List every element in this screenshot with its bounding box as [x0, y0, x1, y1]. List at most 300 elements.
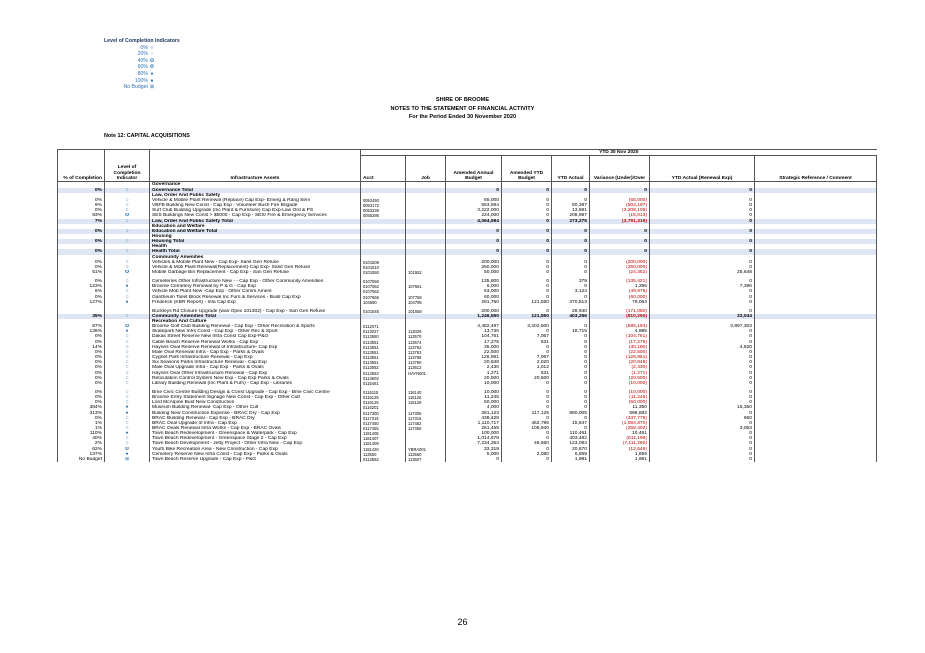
acct-cell: 0107666 — [363, 294, 379, 300]
variance-cell: (171,060) — [590, 305, 650, 314]
budget-cell: 291,750 — [446, 300, 502, 305]
completion-cell: 0% — [58, 376, 105, 381]
ytd-budget-cell: 0 — [502, 203, 552, 208]
asset-cell: Town Beach Redevelopment - Greenspace & Waterpark - Cap Exp — [150, 431, 361, 436]
variance-cell: (611,196) — [590, 436, 650, 441]
variance-cell: (50,000) — [590, 400, 650, 405]
variance-cell: (20,500) — [590, 376, 650, 381]
variance-cell: (24,352) — [590, 270, 650, 275]
indicator-icon: ○ — [105, 289, 150, 294]
budget-cell: 60,000 — [446, 295, 502, 300]
legend-label: 100% — [134, 77, 148, 84]
budget-cell: 50,000 — [446, 270, 502, 275]
budget-cell: 4,000 — [446, 405, 502, 410]
asset-cell: SES Buildings New Const > $5000 - Cap Exp - SES/ Fire & Emergency Services — [150, 213, 361, 218]
legend-item — [104, 64, 156, 71]
acct-cell: 0115461 — [363, 380, 379, 386]
indicator-icon: ○ — [105, 371, 150, 376]
completion-cell: 0% — [58, 265, 105, 270]
table-body — [58, 182, 877, 462]
variance-cell: (20,848) — [590, 360, 650, 365]
indicator-icon: ○ — [105, 314, 150, 319]
budget-cell: 35,000 — [446, 345, 502, 350]
budget-cell: 250,000 — [446, 265, 502, 270]
job-cell: 113560 — [406, 452, 446, 457]
ytd-actual-cell: 0 — [552, 265, 590, 270]
ytd-actual-cell: 0 — [552, 188, 590, 193]
job-cell: 116128 — [406, 400, 446, 405]
completion-cell: 123% — [58, 284, 105, 289]
asset-cell: Housing Total — [150, 239, 361, 244]
ytd-budget-cell: 117,125 — [502, 411, 552, 416]
budget-cell: 0 — [446, 229, 502, 234]
renewal-cell: 0 — [650, 360, 755, 365]
period-header: YTD 30 Nov 2020 — [361, 150, 877, 156]
renewal-cell: 650 — [650, 416, 755, 421]
acct-cell: 0101508 — [363, 259, 379, 265]
renewal-cell: 0 — [650, 295, 755, 300]
variance-cell: (2,430) — [590, 365, 650, 370]
acct-cell: 0101550 — [363, 270, 379, 276]
indicator-icon — [105, 305, 150, 314]
renewal-cell: 0 — [650, 188, 755, 193]
acct-cell: 0101510 — [363, 264, 379, 270]
completion-cell: 0% — [58, 334, 105, 339]
ytd-budget-cell: 0 — [502, 239, 552, 244]
job-cell: 117456 — [406, 426, 446, 431]
acct-cell: 0116201 — [363, 405, 379, 411]
ytd-actual-cell: 123,094 — [552, 441, 590, 446]
indicator-icon: ● — [105, 329, 150, 334]
col-completion: % of Completion — [58, 156, 105, 182]
asset-cell: Broome Cemetery Renewal by P & G - Cap Exp — [150, 284, 361, 289]
ytd-budget-cell: 0 — [502, 416, 552, 421]
col-variance: Variance (Under)/Over — [590, 156, 650, 182]
acct-cell: 0112071 — [363, 324, 379, 330]
asset-cell: Museum Building Renewal- Cap Exp - Other Cult — [150, 405, 361, 410]
asset-cell: Governance Total — [150, 188, 361, 193]
completion-cell: 0% — [58, 275, 105, 284]
asset-cell: Haynes Oval Other Infrastructure Renewal - Cap Exp — [150, 371, 361, 376]
asset-cell: Surf Club Building Upgrade (Inc Plant & Furniture) Cap Exp-Law Ord & PS — [150, 208, 361, 213]
completion-cell: 0% — [58, 371, 105, 376]
ytd-budget-cell: 531 — [502, 371, 552, 376]
ytd-budget-cell: 0 — [502, 295, 552, 300]
ytd-actual-cell: 0 — [552, 340, 590, 345]
ytd-actual-cell: 50,397 — [552, 203, 590, 208]
strategic-cell — [755, 386, 877, 395]
asset-cell: Cygnet Park Infrastructure Renewal - Cap Exp — [150, 355, 361, 360]
job-cell: 113790 — [406, 360, 446, 365]
job-cell: HAYN001 — [406, 371, 446, 376]
variance-cell: (3,791,319) — [590, 219, 650, 224]
ytd-actual-cell: 13,891 — [552, 208, 590, 213]
budget-cell: 33,319 — [446, 447, 502, 452]
ytd-budget-cell: 0 — [502, 198, 552, 203]
ytd-budget-cell: 121,550 — [502, 314, 552, 319]
acct-cell: 0113551 — [363, 339, 379, 345]
renewal-cell: 0 — [650, 381, 755, 386]
indicator-icon: ○ — [105, 340, 150, 345]
ytd-actual-cell: 0 — [552, 426, 590, 431]
completion-cell: 127% — [58, 300, 105, 305]
variance-cell: (1,094,870) — [590, 421, 650, 426]
variance-cell: (12,649) — [590, 447, 650, 452]
variance-cell: (258,402) — [590, 426, 650, 431]
indicator-icon: ○ — [105, 229, 150, 234]
indicator-icon: ○ — [105, 436, 150, 441]
budget-cell: 65,000 — [446, 198, 502, 203]
job-cell: 113613 — [406, 365, 446, 370]
renewal-cell: 0 — [650, 441, 755, 446]
acct-cell: 0113603 — [363, 375, 379, 381]
ytd-actual-cell: 15,847 — [552, 421, 590, 426]
asset-cell: Health — [150, 244, 361, 249]
col-asset: Infrastructure Assets — [150, 156, 361, 182]
acct-cell: 0113551 — [363, 344, 379, 350]
ytd-budget-cell: 0 — [502, 431, 552, 436]
ytd-budget-cell: 0 — [502, 213, 552, 218]
variance-cell: (22,500) — [590, 350, 650, 355]
renewal-cell: 15,350 — [650, 405, 755, 410]
acct-cell: 0113551 — [363, 355, 379, 361]
indicator-icon: ❂ — [105, 447, 150, 452]
completion-cell: 9% — [58, 203, 105, 208]
acct-cell: 113550 — [363, 451, 377, 457]
completion-indicator-icon: ● — [150, 77, 154, 84]
acct-cell: 0107562 — [363, 289, 379, 295]
completion-cell: 0% — [58, 229, 105, 234]
renewal-cell: 0 — [650, 198, 755, 203]
job-cell: 116126 — [406, 395, 446, 400]
ytd-actual-cell: 0 — [552, 360, 590, 365]
ytd-budget-cell: 108,940 — [502, 426, 552, 431]
asset-cell: BRAC Oval Upgrade of Infra - Cap Exp — [150, 421, 361, 426]
budget-cell: 1,014,678 — [446, 436, 502, 441]
asset-cell: Reticulation Control System New Exp - Cap Exp Parks & Ovals — [150, 376, 361, 381]
ytd-actual-cell: 110,461 — [552, 431, 590, 436]
renewal-cell: 0 — [650, 386, 755, 395]
ytd-actual-cell: 370,813 — [552, 300, 590, 305]
completion-cell: 93% — [58, 213, 105, 218]
ytd-budget-cell: 2,080 — [502, 452, 552, 457]
completion-indicator-icon: ● — [150, 70, 154, 77]
variance-cell: 4,985 — [590, 329, 650, 334]
completion-indicator-icon: ⊠ — [149, 84, 155, 91]
indicator-icon: ○ — [105, 239, 150, 244]
legend-item — [104, 84, 156, 91]
job-cell: YBRA001 — [406, 447, 446, 452]
completion-cell: 0% — [58, 360, 105, 365]
acct-cell: 1181409 — [363, 441, 379, 447]
asset-cell: Recreation And Culture — [150, 319, 361, 324]
budget-cell: 17,275 — [446, 340, 502, 345]
renewal-cell: 0 — [650, 260, 755, 265]
job-cell: 113763 — [406, 350, 446, 355]
col-indicator: Level of Completion Indicator — [105, 156, 150, 182]
job-cell: 116140 — [406, 386, 446, 395]
asset-cell: Frederick (KBR Report) - Infa Cap Exp — [150, 300, 361, 305]
ytd-budget-cell: 0 — [502, 249, 552, 254]
ytd-budget-cell: 3,202,500 — [502, 324, 552, 329]
acct-cell: 0113551 — [363, 349, 379, 355]
asset-cell: Lord McAlpine Bust New Construction — [150, 400, 361, 405]
job-cell: 113570 — [406, 334, 446, 339]
ytd-actual-cell: 379 — [552, 275, 590, 284]
budget-cell: 100,000 — [446, 431, 502, 436]
ytd-budget-cell: 0 — [502, 229, 552, 234]
budget-cell: 0 — [446, 188, 502, 193]
shire-name: SHIRE OF BROOME — [435, 97, 490, 103]
variance-cell: 11,350 — [590, 405, 650, 410]
completion-indicator-icon: ✪ — [149, 57, 155, 64]
ytd-actual-cell: 403,482 — [552, 436, 590, 441]
completion-indicator-icon: ○ — [150, 44, 154, 51]
completion-cell: 40% — [58, 436, 105, 441]
budget-cell: 7,234,354 — [446, 441, 502, 446]
acct-cell: 0052450 — [363, 197, 379, 203]
note-title: Note 12: CAPITAL ACQUISITIONS — [104, 133, 190, 139]
budget-cell: 53,000 — [446, 289, 502, 294]
completion-cell: 0% — [58, 260, 105, 265]
indicator-icon: ● — [105, 284, 150, 289]
job-cell: 113029 — [406, 329, 446, 334]
budget-cell: 6,000 — [446, 284, 502, 289]
asset-cell: Community Amenities — [150, 255, 361, 260]
budget-cell: 0 — [446, 239, 502, 244]
acct-cell: 1181420 — [363, 446, 379, 452]
completion-cell: 0% — [58, 416, 105, 421]
budget-cell: 200,000 — [446, 305, 502, 314]
completion-cell: 0% — [58, 208, 105, 213]
variance-cell: (200,000) — [590, 260, 650, 265]
renewal-cell: 0 — [650, 334, 755, 339]
completion-cell: 0% — [58, 188, 105, 193]
budget-cell: 20,500 — [446, 376, 502, 381]
completion-cell: 0% — [58, 395, 105, 400]
budget-cell: 13,730 — [446, 329, 502, 334]
budget-cell: 553,594 — [446, 203, 502, 208]
asset-cell: Housing — [150, 234, 361, 239]
renewal-cell: 0 — [650, 340, 755, 345]
acct-cell: 0116125 — [363, 395, 379, 401]
completion-cell: 1% — [58, 426, 105, 431]
ytd-budget-cell: 0 — [502, 405, 552, 410]
job-cell: 113762 — [406, 345, 446, 350]
budget-cell: 3,222,000 — [446, 208, 502, 213]
variance-cell: (30,180) — [590, 345, 650, 350]
indicator-icon: ○ — [105, 421, 150, 426]
renewal-cell: 0 — [650, 219, 755, 224]
budget-cell: 261,455 — [446, 426, 502, 431]
budget-cell: 10,000 — [446, 386, 502, 395]
acct-cell: 0113551 — [363, 360, 379, 366]
ytd-actual-cell: 0 — [552, 334, 590, 339]
ytd-actual-cell: 0 — [552, 270, 590, 275]
ytd-budget-cell: 0 — [502, 386, 552, 395]
budget-cell: 5,000 — [446, 452, 502, 457]
ytd-budget-cell: 0 — [502, 284, 552, 289]
page-number: 26 — [457, 617, 468, 627]
asset-cell: Vehicle & Mobile Plant Renewal (Replace) Cap Exp- Emerg & Rang Serv — [150, 198, 361, 203]
ytd-budget-cell: 462,795 — [502, 421, 552, 426]
budget-cell: 1,271 — [446, 371, 502, 376]
completion-indicator-icon: ◌ — [150, 51, 154, 58]
acct-cell: 0113552 — [363, 456, 379, 462]
acct-cell: 0107550 — [363, 279, 379, 285]
asset-cell: Library Building Renewal (Inc Plant & Furn) - Cap Exp - Libraries — [150, 381, 361, 386]
budget-cell: 224,000 — [446, 213, 502, 218]
renewal-cell: 0 — [650, 229, 755, 234]
ytd-actual-cell: 0 — [552, 405, 590, 410]
asset-cell: Town Beach Redevelopment - Greenspace Stage 2 - Cap Exp — [150, 436, 361, 441]
acct-cell: 1181407 — [363, 436, 379, 442]
asset-cell: Vehicle & Mob Plant Renewal(Replacement)-Cap Exp- Sanit Gen Refuse — [150, 265, 361, 270]
renewal-cell: 0 — [650, 457, 755, 462]
table-row — [58, 275, 877, 284]
renewal-cell: 3,053 — [650, 426, 755, 431]
asset-cell: Community Amenities Total — [150, 314, 361, 319]
completion-cell: 0% — [58, 198, 105, 203]
acct-cell: 104690 — [363, 299, 377, 305]
completion-cell: 0% — [58, 355, 105, 360]
indicator-icon: ○ — [105, 208, 150, 213]
variance-cell: (585,194) — [590, 324, 650, 329]
ytd-budget-cell: 0 — [502, 305, 552, 314]
asset-cell: Mobile Garbage Bin Replacement - Cap Exp - San Gen Refuse — [150, 270, 361, 275]
legend-title: Level of Completion Indicators — [104, 38, 180, 44]
ytd-actual-cell: 0 — [552, 198, 590, 203]
variance-cell: (65,000) — [590, 198, 650, 203]
indicator-icon: ○ — [105, 249, 150, 254]
variance-cell: (10,000) — [590, 381, 650, 386]
budget-cell: 50,000 — [446, 400, 502, 405]
acct-cell: 0053172 — [363, 203, 379, 209]
indicator-icon: ○ — [105, 376, 150, 381]
renewal-cell: 0 — [650, 355, 755, 360]
ytd-budget-cell: 0 — [502, 436, 552, 441]
job-cell: 113607 — [406, 457, 446, 462]
variance-cell: 1,981 — [590, 457, 650, 462]
renewal-cell: 0 — [650, 265, 755, 270]
ytd-budget-cell: 7,067 — [502, 334, 552, 339]
ytd-budget-cell: 531 — [502, 340, 552, 345]
acct-cell: 0116115 — [363, 389, 379, 395]
job-cell: 104795 — [406, 300, 446, 305]
legend-item — [104, 78, 156, 85]
indicator-icon: ○ — [105, 360, 150, 365]
legend-label: 0% — [140, 44, 148, 51]
ytd-budget-cell: 0 — [502, 208, 552, 213]
indicator-icon: ○ — [105, 219, 150, 224]
renewal-cell: 0 — [650, 305, 755, 314]
renewal-cell: 0 — [650, 249, 755, 254]
variance-cell: 10,461 — [590, 431, 650, 436]
asset-cell: Dakas Street Reserve New Infra Const Cap Exp-P&O — [150, 334, 361, 339]
renewal-cell: 3,897,303 — [650, 324, 755, 329]
ytd-actual-cell: 0 — [552, 365, 590, 370]
ytd-actual-cell: 0 — [552, 345, 590, 350]
acct-cell: 0113552 — [363, 365, 379, 371]
asset-cell: Male Oval Renewal Infra - Cap Exp - Parks & Ovals — [150, 350, 361, 355]
asset-cell: Town Beach Development - Jetty Project - Other Infra New - Cap Exp — [150, 441, 361, 446]
asset-cell: Gantheum Toilet Block Renewal Inc Furn & Services - Build Cap Exp — [150, 295, 361, 300]
indicator-icon: ○ — [105, 188, 150, 193]
legend-item — [104, 58, 156, 65]
budget-cell: 22,500 — [446, 350, 502, 355]
ytd-actual-cell: 273,275 — [552, 219, 590, 224]
ytd-budget-cell: 0 — [502, 260, 552, 265]
asset-cell: Vehicle Mob Plant New -Cap Exp - Other Comm Ament — [150, 289, 361, 294]
budget-cell: 1,110,717 — [446, 421, 502, 426]
ytd-actual-cell: 0 — [552, 284, 590, 289]
asset-cell: Law, Order And Public Safety Total — [150, 219, 361, 224]
completion-cell: 0% — [58, 340, 105, 345]
ytd-budget-cell: 0 — [502, 447, 552, 452]
legend-label: 60% — [137, 64, 148, 71]
table-row — [58, 386, 877, 395]
strategic-cell — [755, 457, 877, 462]
legend-item — [104, 45, 156, 52]
renewal-cell: 0 — [650, 329, 755, 334]
ytd-budget-cell: 2,020 — [502, 360, 552, 365]
acct-cell: 0113553 — [363, 370, 379, 376]
asset-cell: BRAC Ovals Renewal Infra Works - Cap Exp - BRAC Ovals — [150, 426, 361, 431]
renewal-cell: 33,044 — [650, 314, 755, 319]
col-job: Job — [406, 156, 446, 182]
completion-cell: 0% — [58, 350, 105, 355]
ytd-budget-cell: 0 — [502, 457, 552, 462]
budget-cell: 281,123 — [446, 411, 502, 416]
ytd-budget-cell: 0 — [502, 270, 552, 275]
variance-cell: (126,961) — [590, 355, 650, 360]
asset-cell: Governance — [150, 182, 361, 188]
indicator-icon: ✪ — [105, 270, 150, 275]
asset-cell: Law, Order And Public Safety — [150, 193, 361, 198]
acct-cell: 0117300 — [363, 410, 379, 416]
renewal-cell: 0 — [650, 400, 755, 405]
indicator-icon: ○ — [105, 416, 150, 421]
variance-cell: (15,013) — [590, 213, 650, 218]
report-period: For the Period Ended 30 November 2020 — [408, 114, 517, 120]
renewal-cell: 0 — [650, 239, 755, 244]
completion-cell: 7% — [58, 219, 105, 224]
col-renewal: YTD Actual (Renewal Exp) — [650, 156, 755, 182]
budget-cell: 200,000 — [446, 260, 502, 265]
ytd-budget-cell: 0 — [502, 395, 552, 400]
renewal-cell: 0 — [650, 395, 755, 400]
asset-cell: Education and Welfare Total — [150, 229, 361, 234]
ytd-budget-cell: 0 — [502, 188, 552, 193]
table-row — [58, 305, 877, 314]
budget-cell: 1,246,550 — [446, 314, 502, 319]
job-cell: 117316 — [406, 416, 446, 421]
renewal-cell: 0 — [650, 365, 755, 370]
asset-cell: Buckleys Rd Closure Upgrade (was Opex 101302) - Cap Exp - San Gen Refuse — [150, 305, 361, 314]
completion-cell: 62% — [58, 447, 105, 452]
indicator-icon: ○ — [105, 350, 150, 355]
completion-cell: 384% — [58, 405, 105, 410]
acct-cell: 0107552 — [363, 284, 379, 290]
ytd-actual-cell: 208,987 — [552, 213, 590, 218]
completion-cell: 0% — [58, 400, 105, 405]
col-ytd-actual: YTD Actual — [552, 156, 590, 182]
budget-cell: 11,245 — [446, 395, 502, 400]
job-cell: 107768 — [406, 295, 446, 300]
ytd-budget-cell: 1,012 — [502, 365, 552, 370]
col-acct: Acct — [361, 156, 406, 182]
indicator-icon: ○ — [105, 365, 150, 370]
